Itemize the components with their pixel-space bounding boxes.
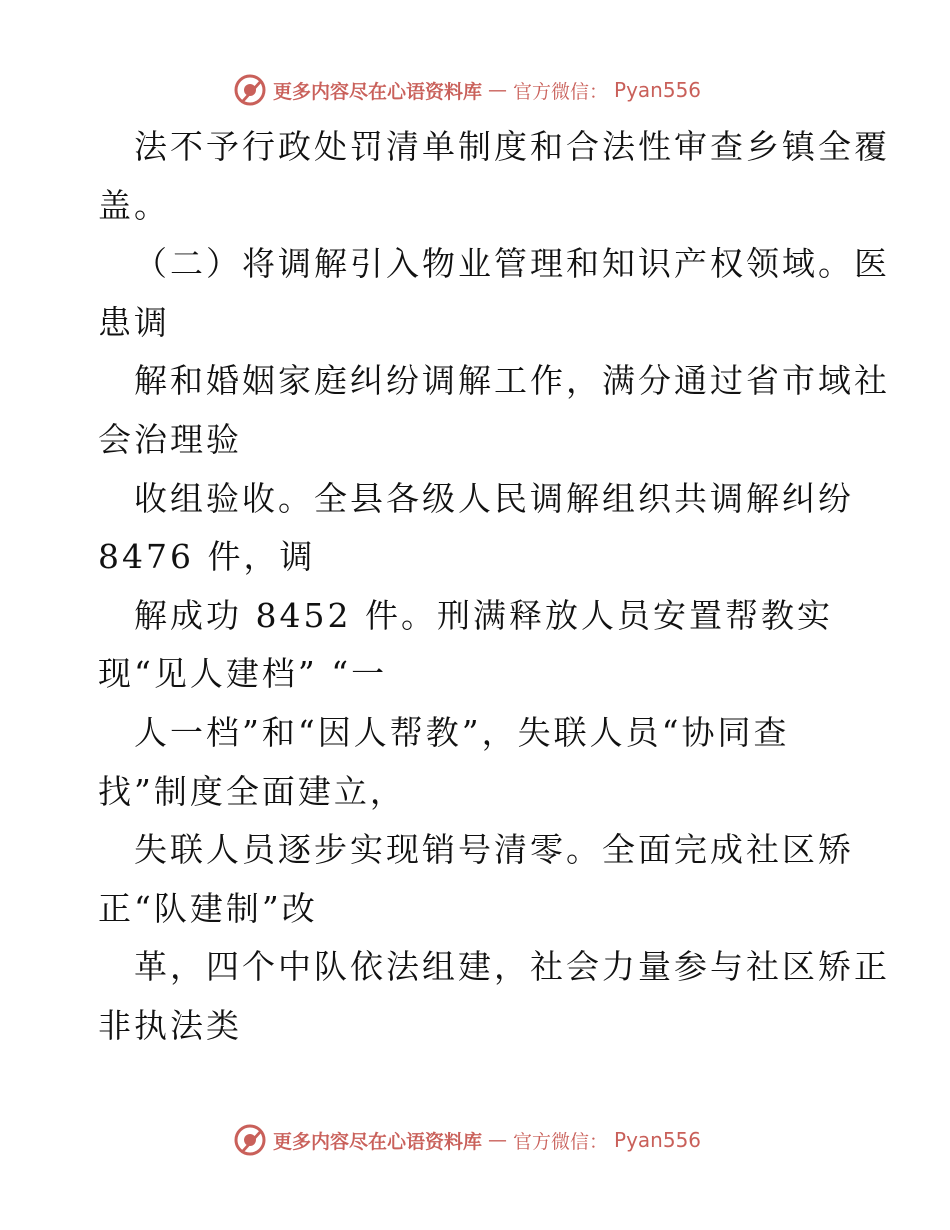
body-line: 盖。: [98, 185, 170, 225]
body-line: 会治理验: [98, 419, 242, 459]
banner-title: 更多内容尽在心语资料库: [273, 80, 483, 103]
body-line: 法不予行政处罚清单制度和合法性审查乡镇全覆: [134, 127, 890, 166]
header-banner: [233, 72, 701, 108]
body-line: 找”制度全面建立，: [98, 771, 406, 811]
body-line: 现“见人建档” “一: [98, 654, 388, 694]
wechat-id: Pyan556: [614, 78, 702, 102]
body-line: （二）将调解引入物业管理和知识产权领域。医: [134, 244, 890, 284]
body-line: 正“队建制”改: [98, 888, 318, 928]
wechat-label: 官方微信：: [513, 80, 609, 103]
pen-logo-icon: [233, 1123, 267, 1157]
body-line: 患调: [98, 302, 170, 342]
body-line: 8476 件，调: [98, 537, 316, 577]
body-line: 收组验收。全县各级人民调解组织共调解纠纷: [134, 478, 854, 518]
wechat-label: 官方微信：: [513, 1130, 609, 1153]
banner-title: 更多内容尽在心语资料库: [273, 1130, 483, 1153]
document-body: [98, 118, 890, 1056]
footer-banner: [233, 1122, 701, 1158]
banner-separator: —: [488, 1129, 508, 1151]
body-line: 解成功 8452 件。刑满释放人员安置帮教实: [134, 595, 833, 635]
body-line: 人一档”和“因人帮教”，失联人员“协同查: [134, 712, 790, 752]
body-line: 解和婚姻家庭纠纷调解工作，满分通过省市域社: [134, 361, 890, 401]
body-line: 失联人员逐步实现销号清零。全面完成社区矫: [134, 830, 854, 870]
banner-separator: —: [488, 79, 508, 101]
wechat-id: Pyan556: [614, 1128, 702, 1152]
body-line: 革，四个中队依法组建，社会力量参与社区矫正: [134, 947, 890, 987]
body-line: 非执法类: [98, 1005, 242, 1045]
pen-logo-icon: [233, 73, 267, 107]
